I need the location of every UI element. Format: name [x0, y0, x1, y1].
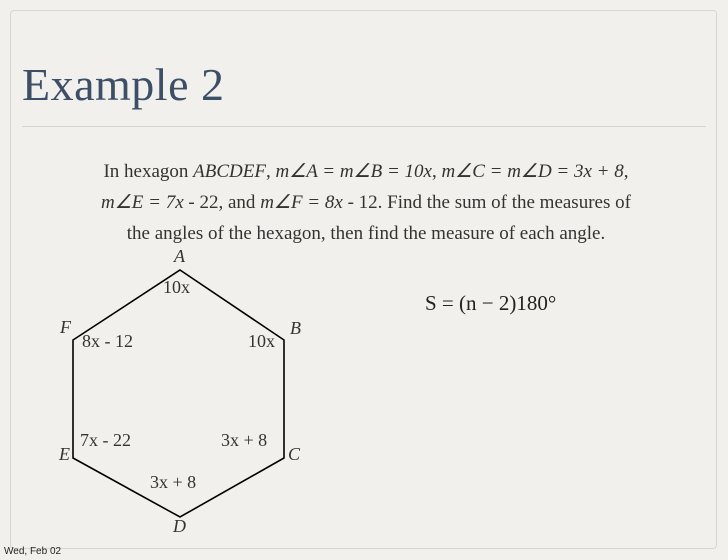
footer-date: Wed, Feb 02 — [4, 546, 62, 557]
problem-text: - 22, and — [183, 192, 261, 213]
slide-title: Example 2 — [22, 59, 225, 110]
vertex-label-d: D — [173, 516, 186, 536]
angle-label-e: 7x - 22 — [80, 430, 131, 450]
angle-expression: m∠E = 7x — [101, 192, 184, 213]
angle-label-b: 10x — [248, 331, 275, 351]
problem-text: , — [623, 161, 629, 182]
problem-text: - 12. Find the sum of the measures of — [342, 192, 631, 213]
angle-expression: m∠A = m∠B = 10x — [275, 161, 432, 182]
angle-label-f: 8x - 12 — [82, 331, 133, 351]
polygon-angle-sum-formula: S = (n − 2)180° — [425, 291, 557, 315]
angle-label-a: 10x — [163, 277, 190, 297]
problem-text: , — [431, 161, 442, 182]
angle-expression: m∠F = 8x — [260, 192, 343, 213]
vertex-label-c: C — [288, 444, 301, 464]
angle-label-d: 3x + 8 — [150, 472, 197, 492]
problem-text: , — [266, 161, 276, 182]
vertex-label-b: B — [290, 318, 301, 338]
hexagon-name: ABCDEF — [193, 161, 266, 182]
problem-line-3: the angles of the hexagon, then find the measure of each angle. — [126, 223, 606, 244]
angle-label-c: 3x + 8 — [221, 430, 268, 450]
vertex-label-a: A — [174, 246, 185, 266]
angle-expression: m∠C = m∠D = 3x + 8 — [441, 161, 624, 182]
vertex-label-e: E — [59, 444, 70, 464]
problem-text: In hexagon — [103, 161, 194, 182]
vertex-label-f: F — [60, 317, 71, 337]
